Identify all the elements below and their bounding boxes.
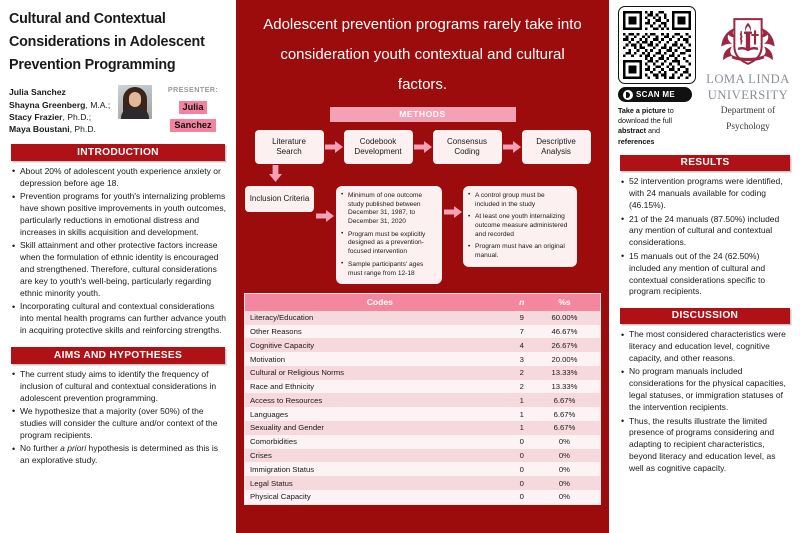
author-name: Julia Sanchez <box>9 87 66 98</box>
author-degree: , Ph.D.; <box>62 111 92 122</box>
cell-percent: 0% <box>558 478 571 488</box>
department-line-2: Psychology <box>726 121 770 132</box>
department-line-1: Department of <box>720 106 776 117</box>
author-entry <box>9 111 118 123</box>
arrow-right-icon <box>413 140 433 153</box>
author-degree: , M.A.; <box>85 99 111 110</box>
methods-flow-row <box>241 130 604 164</box>
presenter-name-last: Sanchez <box>170 119 215 131</box>
cell-percent: 0% <box>558 492 571 502</box>
section-header-introduction: INTRODUCTION <box>11 144 225 161</box>
cell-n: 1 <box>519 423 524 433</box>
list-item: • About 20% of adolescent youth experience anxiety or depression before age 18. <box>11 166 227 190</box>
flow-step-inclusion-criteria: Inclusion Criteria <box>245 186 314 212</box>
presenter-block <box>159 85 227 133</box>
qr-block <box>618 6 698 147</box>
cell-percent: 13.33% <box>551 382 578 392</box>
cell-percent: 6.67% <box>553 395 576 405</box>
table-row <box>245 490 600 504</box>
cell-percent: 13.33% <box>551 368 578 378</box>
university-logo-block <box>704 6 792 147</box>
inclusion-criteria-row <box>241 186 604 284</box>
list-item: • Sample participants' ages must range from 12-18 <box>340 261 436 278</box>
table-row <box>245 407 600 421</box>
center-column <box>236 0 609 533</box>
qr-caption-text-2: and <box>645 126 660 136</box>
arrow-right-icon <box>442 186 463 218</box>
right-column <box>609 0 800 533</box>
cell-code: Languages <box>250 409 289 419</box>
aims-bullets <box>9 369 227 469</box>
cell-percent: 26.67% <box>551 340 578 350</box>
arrow-right-icon <box>502 140 522 153</box>
list-item: • Minimum of one outcome study published between December 31, 1987, to December 31, 2020 <box>340 192 436 227</box>
table-row <box>245 449 600 463</box>
list-item: • Skill attainment and other protective factors increase when the formulation of ethnic identity is encouraged and strengthened. Therefore, cultural considerations are key to youth's well-being, particularly regarding ethnic minority youth. <box>11 240 227 299</box>
avatar-body <box>121 108 149 119</box>
scan-me-label: SCAN ME <box>636 90 675 99</box>
cell-percent: 6.67% <box>553 409 576 419</box>
flow-step-consensus-coding: Consensus Coding <box>433 130 502 164</box>
cell-percent: 0% <box>558 464 571 474</box>
cell-n: 1 <box>519 409 524 419</box>
presenter-label: PRESENTER: <box>167 85 219 95</box>
column-header-percent: %s <box>529 294 600 311</box>
author-name: Maya Boustani <box>9 124 70 135</box>
qr-caption-bold-1: Take a picture <box>618 106 666 115</box>
author-name: Shayna Greenberg <box>9 99 86 110</box>
flow-step-literature-search: Literature Search <box>255 130 324 164</box>
arrow-down-icon <box>241 164 310 182</box>
university-name-line-2: UNIVERSITY <box>707 88 789 103</box>
author-name: Stacy Frazier <box>9 111 63 122</box>
cell-n: 2 <box>519 382 524 392</box>
column-header-n: n <box>515 294 529 311</box>
cell-n: 0 <box>519 464 524 474</box>
cell-n: 0 <box>519 451 524 460</box>
list-item: • The most considered characteristics were literacy and education level, cognitive capacity, and other reasons. <box>620 329 792 365</box>
cell-percent: 20.00% <box>551 354 578 364</box>
table-row <box>245 366 600 380</box>
table-row <box>245 421 600 435</box>
arrow-right-icon <box>324 140 344 153</box>
author-entry <box>9 123 118 135</box>
left-column <box>0 0 236 533</box>
page-title: Cultural and Contextual Considerations in Adolescent Prevention Programming <box>9 11 205 74</box>
codes-table-body <box>245 311 600 504</box>
qr-caption <box>618 106 698 147</box>
table-row <box>245 352 600 366</box>
list-item: • No further a priori hypothesis is determined as this is an explorative study. <box>11 443 227 467</box>
flow-step-codebook-development: Codebook Development <box>344 130 413 164</box>
author-entry <box>9 86 118 98</box>
cell-code: Cultural or Religious Norms <box>250 368 344 378</box>
cell-code: Other Reasons <box>250 326 302 336</box>
list-item: • The current study aims to identify the frequency of inclusion of cultural and contextual considerations in adolescent prevention programming. <box>11 369 227 405</box>
author-list <box>9 85 118 135</box>
table-row <box>245 435 600 449</box>
flow-step-descriptive-analysis: Descriptive Analysis <box>522 130 591 164</box>
section-header-discussion: DISCUSSION <box>620 308 790 325</box>
cell-percent: 46.67% <box>551 326 578 336</box>
cell-code: Race and Ethnicity <box>250 382 315 392</box>
table-header-row <box>245 294 600 311</box>
list-item: • At least one youth internalizing outcome measure administered and recorded <box>467 213 571 239</box>
list-item: • No program manuals included considerations for the physical capacities, legal statuses, or immigration statuses of the intervention recipients. <box>620 366 792 414</box>
column-header-codes: Codes <box>245 294 515 311</box>
list-item: • Incorporating cultural and contextual considerations into mental health programs can further advance youth in acquiring protective skills and reinforcing strengths. <box>11 301 227 337</box>
list-item: • Program must have an original manual. <box>467 243 571 260</box>
table-row <box>245 380 600 394</box>
arrow-right-icon <box>314 186 336 222</box>
cell-n: 3 <box>519 354 524 364</box>
loma-linda-crest-icon <box>717 8 779 70</box>
author-entry <box>9 99 118 111</box>
list-item: • Program must be explicitly designed as a prevention-focused intervention <box>340 231 436 257</box>
avatar-face <box>129 92 141 107</box>
avatar <box>118 85 152 119</box>
qr-caption-bold-2: abstract <box>618 126 646 136</box>
qr-caption-bold-3: references <box>618 136 655 146</box>
cell-percent: 6.67% <box>553 423 576 433</box>
cell-code: Crises <box>250 451 272 460</box>
list-item: • 15 manuals out of the 24 (62.50%) included any mention of cultural and contextual considerations specific to program recipients. <box>620 251 792 299</box>
cell-percent: 0% <box>558 437 571 447</box>
cell-code: Immigration Status <box>250 464 315 474</box>
cell-code: Comorbidities <box>250 437 297 447</box>
author-block <box>9 85 227 135</box>
cell-code: Sexuality and Gender <box>250 423 324 433</box>
table-row <box>245 462 600 476</box>
results-table-container <box>244 293 601 504</box>
section-header-methods: METHODS <box>330 107 516 122</box>
qr-code[interactable] <box>618 6 696 84</box>
cell-code: Legal Status <box>250 478 293 488</box>
cell-code: Cognitive Capacity <box>250 340 315 350</box>
section-header-aims-and-hypotheses: AIMS AND HYPOTHESES <box>11 347 225 364</box>
cell-n: 1 <box>519 395 524 405</box>
list-item: • 21 of the 24 manuals (87.50%) included any mention of cultural and contextual considerations. <box>620 214 792 250</box>
table-row <box>245 476 600 490</box>
university-name-line-1: LOMA LINDA <box>706 72 790 86</box>
cell-n: 0 <box>519 437 524 447</box>
list-item: • We hypothesize that a majority (over 50%) of the studies will consider the culture and/or context of the program recipients. <box>11 406 227 442</box>
cell-n: 4 <box>519 340 524 350</box>
discussion-bullets <box>618 329 792 476</box>
list-item: • 52 intervention programs were identified, with 24 manuals available for coding (46.15%). <box>620 176 792 212</box>
cell-n: 9 <box>519 313 524 323</box>
qr-code-icon <box>623 11 691 79</box>
list-item: • A control group must be included in the study <box>467 192 571 209</box>
cell-n: 0 <box>519 492 524 502</box>
author-degree: , Ph.D. <box>69 124 96 135</box>
cell-code: Physical Capacity <box>250 492 311 502</box>
criteria-box-2 <box>463 186 577 267</box>
list-item: • Prevention programs for youth's internalizing problems have shown positive improvements in youth outcomes, particularly reductions in emotional distress and increases in skills acquisition and development. <box>11 191 227 239</box>
cell-code: Access to Resources <box>250 395 323 405</box>
codes-table <box>245 294 600 503</box>
presenter-name-first: Julia <box>179 101 208 113</box>
list-item: • Thus, the results illustrate the limited presence of programs considering and adapting to recipient characteristics, beyond literacy and education level, as well as cognitive capacity. <box>620 416 792 475</box>
cell-code: Literacy/Education <box>250 313 314 323</box>
cell-n: 2 <box>519 368 524 378</box>
table-row <box>245 325 600 339</box>
criteria-box-1 <box>336 186 442 284</box>
cell-n: 7 <box>519 326 524 336</box>
cell-code: Motivation <box>250 354 286 364</box>
scan-icon <box>623 90 633 100</box>
section-header-results: RESULTS <box>620 155 790 172</box>
branding-row <box>618 6 792 147</box>
table-row <box>245 393 600 407</box>
scan-me-badge <box>618 87 692 102</box>
qr-caption-text-1: to download the full <box>618 106 674 126</box>
cell-percent: 0% <box>558 451 571 460</box>
cell-percent: 60.00% <box>551 313 578 323</box>
cell-n: 0 <box>519 478 524 488</box>
table-row <box>245 338 600 352</box>
table-row <box>245 311 600 325</box>
key-message-banner: Adolescent prevention programs rarely take into consideration youth contextual and cultural factors. <box>263 16 582 93</box>
introduction-bullets <box>9 166 227 338</box>
results-bullets <box>618 176 792 299</box>
